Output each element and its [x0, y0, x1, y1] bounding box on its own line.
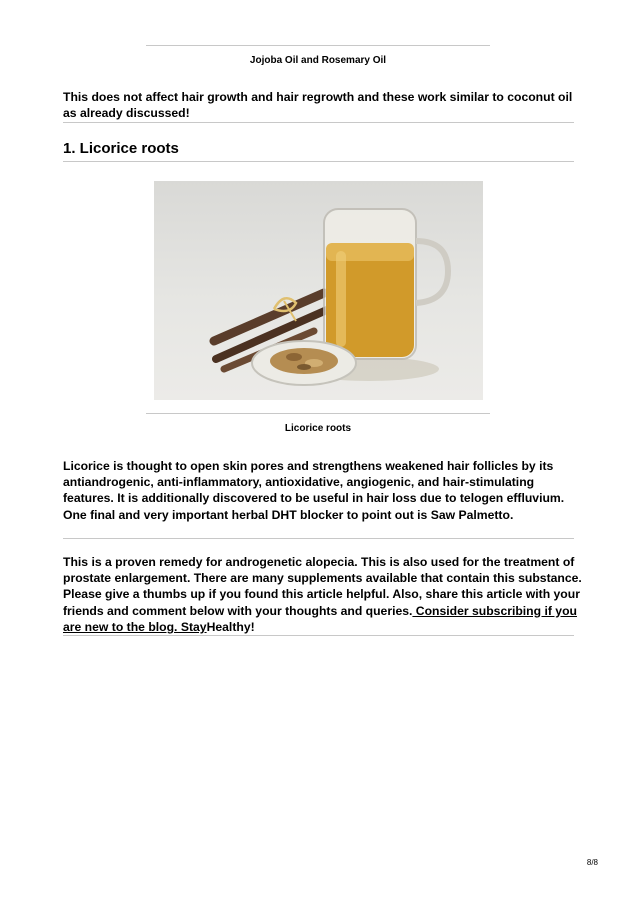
intro-paragraph: This does not affect hair growth and hair regrowth and these work similar to coconut oil as already discussed! [63, 90, 573, 121]
licorice-tea-photo [154, 181, 483, 400]
subscribe-link[interactable]: Consider subscribing if you are new to the blog. Stay [63, 603, 577, 634]
section-heading: 1. Licorice roots [63, 140, 179, 157]
image-caption-rule [146, 413, 490, 414]
paragraph-licorice: Licorice is thought to open skin pores and strengthens weakened hair follicles by its antiandrogenic, anti-inflammatory, antioxidative, angiogenic, and hair-stimulating features. It is additionally discovered to be useful in hair loss due to telogen effluvium. One final and very important herbal DHT blocker to point out is Saw Palmetto. [63, 459, 565, 522]
image-caption: Licorice roots [284, 423, 352, 434]
paragraph-1-rule [63, 538, 574, 539]
intro-rule [63, 122, 574, 123]
licorice-tea-illustration [154, 181, 483, 400]
heading-rule [63, 161, 574, 162]
paragraph-closing [63, 554, 583, 635]
paragraph-2-rule [63, 635, 574, 636]
top-caption: Jojoba Oil and Rosemary Oil [249, 55, 387, 66]
paragraph-closing-tail: Healthy! [206, 619, 255, 634]
top-caption-rule [146, 45, 490, 46]
page-number: 8/8 [586, 858, 598, 867]
paragraph-closing-text: This is a proven remedy for androgenetic alopecia. This is also used for the treatment of prostate enlargement. There are many supplements available that contain this substance. Please give a thumbs up if you found this article helpful. Also, share this article with your friends and comment below with your thoughts and queries. [63, 555, 582, 618]
